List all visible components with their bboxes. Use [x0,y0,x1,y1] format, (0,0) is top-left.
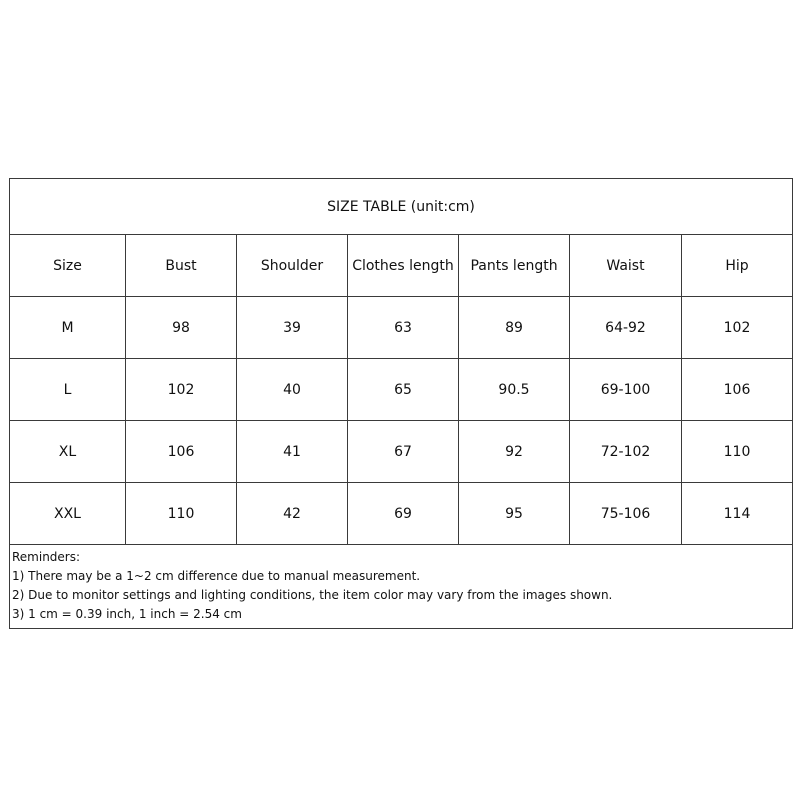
table-cell: 40 [237,359,348,421]
table-cell: L [10,359,126,421]
table-row [10,421,793,483]
table-cell: 110 [126,483,237,545]
column-header-hip: Hip [682,235,793,297]
table-cell: 72-102 [570,421,682,483]
reminder-item: 2) Due to monitor settings and lighting conditions, the item color may vary from the images shown. [12,588,613,602]
reminders-notes [10,545,793,629]
table-cell: 75-106 [570,483,682,545]
table-cell: 106 [682,359,793,421]
column-header-clothes-length: Clothes length [348,235,459,297]
table-row [10,483,793,545]
size-table [9,178,793,629]
reminder-item: 1) There may be a 1~2 cm difference due to manual measurement. [12,569,421,583]
table-cell: 114 [682,483,793,545]
table-cell: 41 [237,421,348,483]
table-cell: 95 [459,483,570,545]
table-cell: XXL [10,483,126,545]
table-cell: 69-100 [570,359,682,421]
table-row [10,297,793,359]
column-header-bust: Bust [126,235,237,297]
table-cell: 90.5 [459,359,570,421]
table-cell: 102 [682,297,793,359]
table-cell: 110 [682,421,793,483]
table-cell: 42 [237,483,348,545]
column-header-pants-length: Pants length [459,235,570,297]
header-row [10,235,793,297]
table-cell: M [10,297,126,359]
table-cell: 63 [348,297,459,359]
table-cell: XL [10,421,126,483]
reminder-item: 3) 1 cm = 0.39 inch, 1 inch = 2.54 cm [12,607,242,621]
table-cell: 98 [126,297,237,359]
column-header-size: Size [10,235,126,297]
table-title: SIZE TABLE (unit:cm) [10,179,793,235]
table-row [10,359,793,421]
table-cell: 67 [348,421,459,483]
table-cell: 102 [126,359,237,421]
table-cell: 106 [126,421,237,483]
table-cell: 69 [348,483,459,545]
table-cell: 89 [459,297,570,359]
table-cell: 65 [348,359,459,421]
reminders-heading: Reminders: [12,550,81,564]
table-cell: 39 [237,297,348,359]
table-cell: 92 [459,421,570,483]
column-header-waist: Waist [570,235,682,297]
table-cell: 64-92 [570,297,682,359]
column-header-shoulder: Shoulder [237,235,348,297]
